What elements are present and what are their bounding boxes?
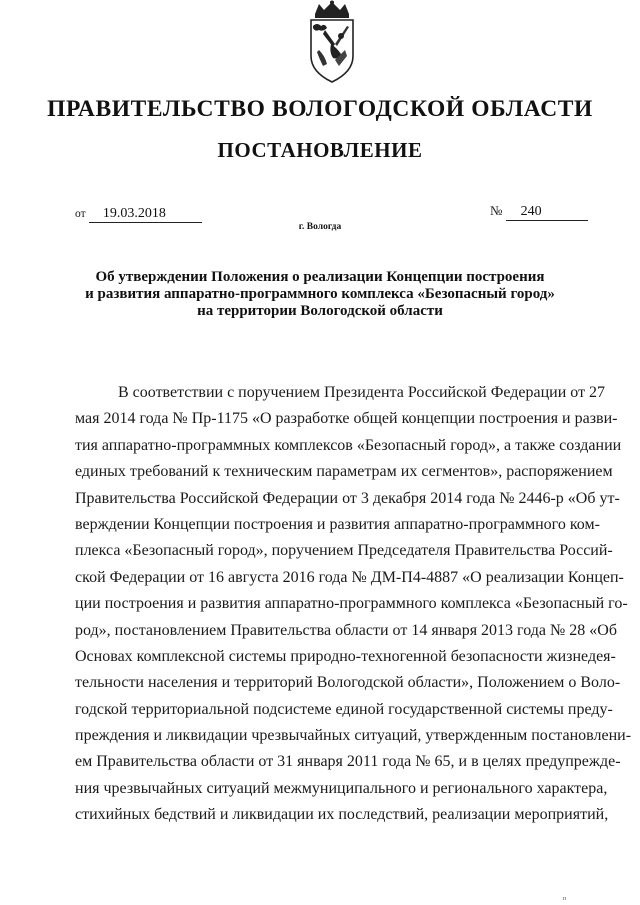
body-line: стихийных бедствий и ликвидации их последствий, реализации мероприятий, bbox=[75, 806, 609, 824]
body-line: В соответствии с поручением Президента Российской Федерации от 27 bbox=[118, 384, 606, 401]
document-number: 240 bbox=[506, 204, 588, 221]
body-line: Правительства Российской Федерации от 3 декабря 2014 года № 2446-р «Об ут- bbox=[75, 489, 620, 507]
date-row bbox=[75, 205, 202, 223]
number-prefix: № bbox=[490, 203, 503, 218]
subject-line: и развития аппаратно-программного комплекса «Безопасный город» bbox=[85, 286, 555, 302]
body-line: мая 2014 года № Пр-1175 «О разработке общей концепции построения и разви- bbox=[75, 410, 618, 428]
government-title: ПРАВИТЕЛЬСТВО ВОЛОГОДСКОЙ ОБЛАСТИ bbox=[47, 96, 593, 122]
subject-line: на территории Вологодской области bbox=[197, 303, 443, 319]
subject-line: Об утверждении Положения о реализации Концепции построения bbox=[95, 269, 545, 285]
body-line: тельности населения и территорий Вологодской области», Положением о Воло- bbox=[75, 674, 621, 692]
body-line: годской территориальной подсистеме единой государственной системы преду- bbox=[75, 700, 613, 718]
body-line: ния чрезвычайных ситуаций межмуниципального и регионального характера, bbox=[75, 779, 608, 797]
city-label: г. Вологда bbox=[298, 222, 342, 232]
body-line: преждения и ликвидации чрезвычайных ситуаций, утвержденным постановлени- bbox=[75, 727, 632, 745]
page-mark: п bbox=[563, 896, 567, 902]
document-date: 19.03.2018 bbox=[89, 206, 202, 223]
body-line: род», постановлением Правительства области от 14 января 2013 года № 28 «Об bbox=[75, 621, 617, 639]
body-line: тия аппаратно-программных комплексов «Безопасный город», а также создании bbox=[75, 436, 622, 454]
body-line: единых требований к техническим параметрам их сегментов», распоряжением bbox=[75, 463, 613, 481]
body-line: верждении Концепции построения и развития аппаратно-программного ком- bbox=[75, 515, 600, 533]
document-subject bbox=[60, 269, 580, 320]
coat-of-arms-icon bbox=[303, 0, 361, 90]
body-line: плекса «Безопасный город», поручением Председателя Правительства Россий- bbox=[75, 542, 613, 560]
body-line: ции построения и развития аппаратно-программного комплекса «Безопасный го- bbox=[75, 595, 628, 613]
document-type: ПОСТАНОВЛЕНИЕ bbox=[217, 138, 423, 162]
document-body bbox=[75, 380, 632, 829]
number-row bbox=[490, 203, 588, 221]
body-line: ем Правительства области от 31 января 2011 года № 65, и в целях предупрежде- bbox=[75, 753, 621, 771]
body-line: ской Федерации от 16 августа 2016 года № ДМ-П4-4887 «О реализации Концеп- bbox=[75, 568, 624, 586]
date-prefix: от bbox=[75, 208, 86, 220]
body-line: Основах комплексной системы природно-техногенной безопасности жизнедея- bbox=[75, 647, 616, 665]
